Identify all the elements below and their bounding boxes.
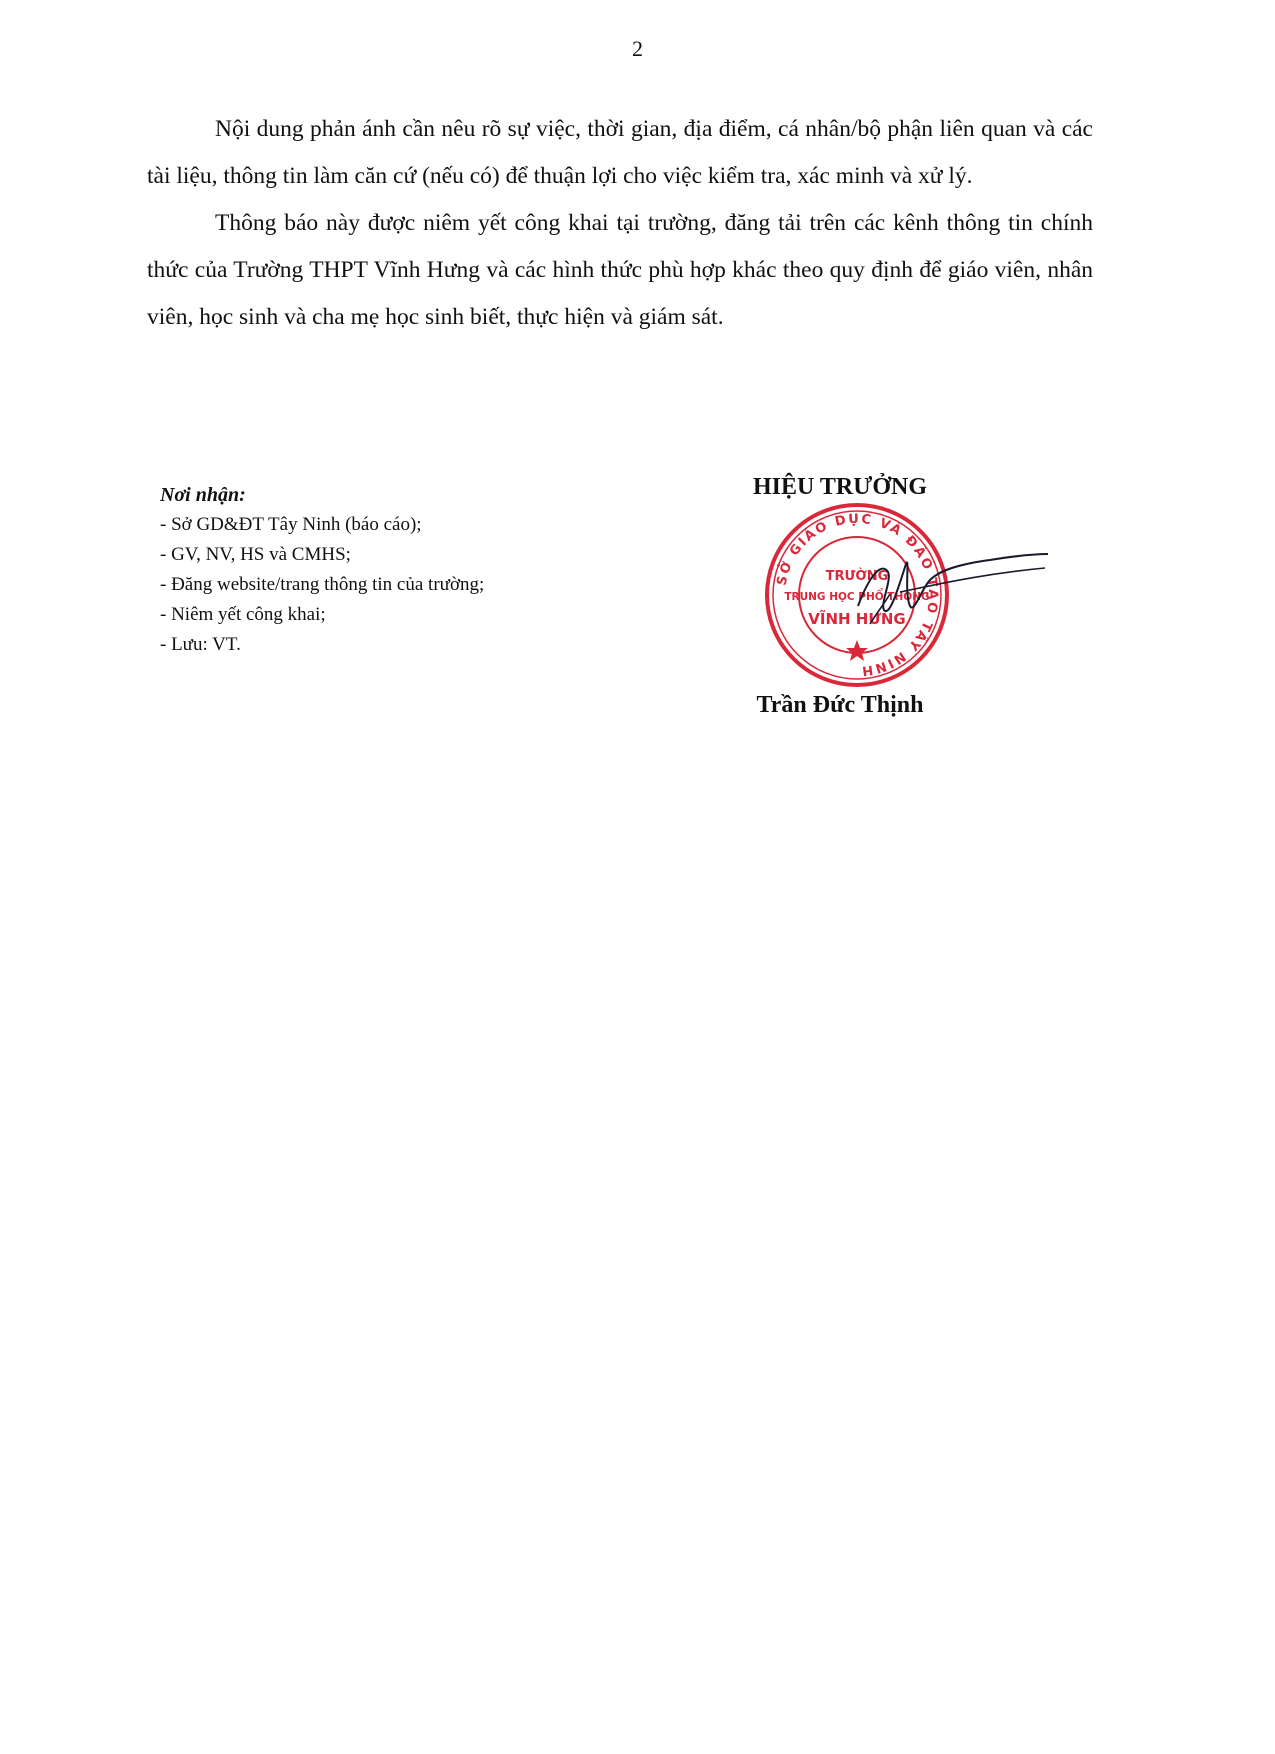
document-body xyxy=(147,106,1093,341)
recipients-block xyxy=(160,480,620,660)
recipient-item: - Niêm yết công khai; xyxy=(160,604,326,625)
signer-name: Trần Đức Thịnh xyxy=(756,692,924,718)
handwritten-signature-icon xyxy=(840,534,1050,644)
recipient-item: - Đăng website/trang thông tin của trường; xyxy=(160,574,485,595)
signature-title: HIỆU TRƯỞNG xyxy=(752,474,928,500)
body-paragraph-1: Nội dung phản ánh cần nêu rõ sự việc, thời gian, địa điểm, cá nhân/bộ phận liên quan và các tài liệu, thông tin làm căn cứ (nếu có) để thuận lợi cho việc kiểm tra, xác minh và xử lý. xyxy=(147,116,1093,189)
seal-line-1: TRƯỜNG xyxy=(825,569,889,584)
seal-line-3: VĨNH HƯNG xyxy=(808,610,906,628)
recipients-list xyxy=(160,510,620,660)
signature-block xyxy=(690,474,1050,734)
recipient-item: - Sở GD&ĐT Tây Ninh (báo cáo); xyxy=(160,514,422,535)
recipients-label: Nơi nhận: xyxy=(160,484,246,506)
recipient-item: - Lưu: VT. xyxy=(160,634,241,655)
seal-outer-text: SỞ GIÁO DỤC VÀ ĐÀO TẠO TÂY NINH xyxy=(774,511,941,679)
body-paragraph-2: Thông báo này được niêm yết công khai tại trường, đăng tải trên các kênh thông tin chính thức của Trường THPT Vĩnh Hưng và các hình thức phù hợp khác theo quy định để giáo viên, nhân viên, học sinh và cha mẹ học sinh biết, thực hiện và giám sát. xyxy=(147,210,1093,330)
page-number: 2 xyxy=(632,36,643,61)
recipient-item: - GV, NV, HS và CMHS; xyxy=(160,544,351,565)
seal-line-2: TRUNG HỌC PHỔ THÔNG xyxy=(784,591,930,603)
